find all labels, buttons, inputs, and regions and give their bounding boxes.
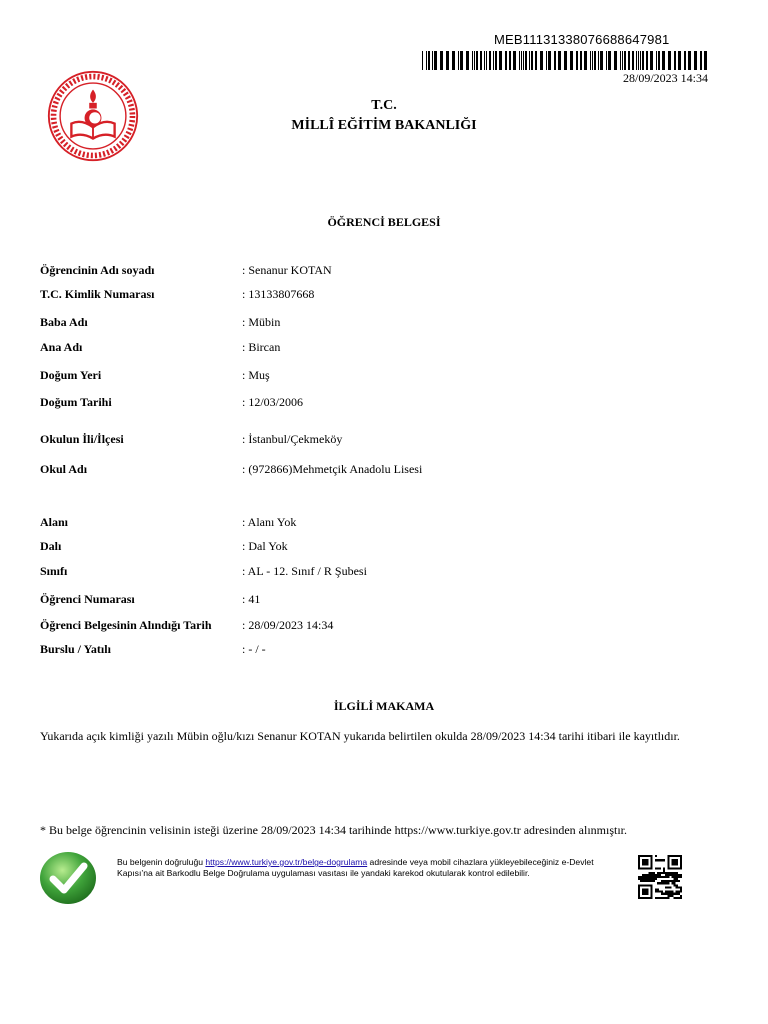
field-value: : AL - 12. Sınıf / R Şubesi bbox=[242, 564, 367, 578]
field-value: : 41 bbox=[242, 592, 261, 606]
country-header: T.C. bbox=[371, 98, 397, 113]
verified-check-icon bbox=[38, 850, 98, 906]
field-value: : - / - bbox=[242, 642, 266, 656]
document-number: MEB11131338076688647981 bbox=[494, 32, 670, 47]
body-paragraph: Yukarıda açık kimliği yazılı Mübin oğlu/kızı Senanur KOTAN yukarıda belirtilen okulda 28/09/2023 14:34 tarihi itibari ile kayıtlıdır. bbox=[40, 729, 680, 743]
barcode-icon bbox=[422, 51, 708, 70]
field-value: : Bircan bbox=[242, 340, 281, 354]
field-label: Burslu / Yatılı bbox=[40, 642, 111, 656]
field-value: : Senanur KOTAN bbox=[242, 263, 332, 277]
field-label: Öğrenci Belgesinin Alındığı Tarih bbox=[40, 618, 212, 632]
field-value: : (972866)Mehmetçik Anadolu Lisesi bbox=[242, 462, 423, 476]
field-label: Okulun İli/İlçesi bbox=[40, 432, 124, 446]
field-label: Baba Adı bbox=[40, 315, 88, 329]
addressee-heading: İLGİLİ MAKAMA bbox=[333, 699, 435, 713]
field-value: : Muş bbox=[242, 368, 270, 382]
qr-code-icon bbox=[638, 855, 682, 899]
document-title: ÖĞRENCİ BELGESİ bbox=[327, 215, 441, 229]
field-label: Öğrenci Numarası bbox=[40, 592, 135, 606]
issue-datetime: 28/09/2023 14:34 bbox=[622, 71, 708, 85]
field-label: Ana Adı bbox=[40, 340, 83, 354]
field-label: Okul Adı bbox=[40, 462, 88, 476]
field-label: Dalı bbox=[40, 539, 62, 553]
field-label: Doğum Yeri bbox=[40, 368, 102, 382]
field-label: Sınıfı bbox=[40, 564, 68, 578]
field-label: Alanı bbox=[40, 515, 69, 529]
meb-logo-icon bbox=[46, 69, 140, 163]
verification-note bbox=[117, 857, 597, 878]
ministry-header: MİLLÎ EĞİTİM BAKANLIĞI bbox=[291, 118, 477, 133]
field-value: : Alanı Yok bbox=[242, 515, 297, 529]
verification-prefix: Bu belgenin doğruluğu bbox=[117, 857, 206, 867]
field-label: T.C. Kimlik Numarası bbox=[40, 287, 155, 301]
field-value: : Dal Yok bbox=[242, 539, 288, 553]
field-value: : 28/09/2023 14:34 bbox=[242, 618, 334, 632]
verification-suffix: adresinde veya mobil cihazlara yükleyebileceğiniz e-Devlet Kapısı’na ait Barkodlu Belge Doğrulama uygulaması vasıtası ile yandaki karekod okutularak kontrol edilebilir. bbox=[117, 857, 594, 878]
field-value: : 12/03/2006 bbox=[242, 395, 304, 409]
field-value: : Mübin bbox=[242, 315, 281, 329]
field-value: : 13133807668 bbox=[242, 287, 315, 301]
field-label: Doğum Tarihi bbox=[40, 395, 112, 409]
field-value: : İstanbul/Çekmeköy bbox=[242, 432, 343, 446]
footnote: * Bu belge öğrencinin velisinin isteği üzerine 28/09/2023 14:34 tarihinde https://www.turkiye.gov.tr adresinden alınmıştır. bbox=[40, 823, 628, 837]
verification-link[interactable]: https://www.turkiye.gov.tr/belge-dogrulama bbox=[205, 857, 368, 867]
field-label: Öğrencinin Adı soyadı bbox=[40, 263, 155, 277]
